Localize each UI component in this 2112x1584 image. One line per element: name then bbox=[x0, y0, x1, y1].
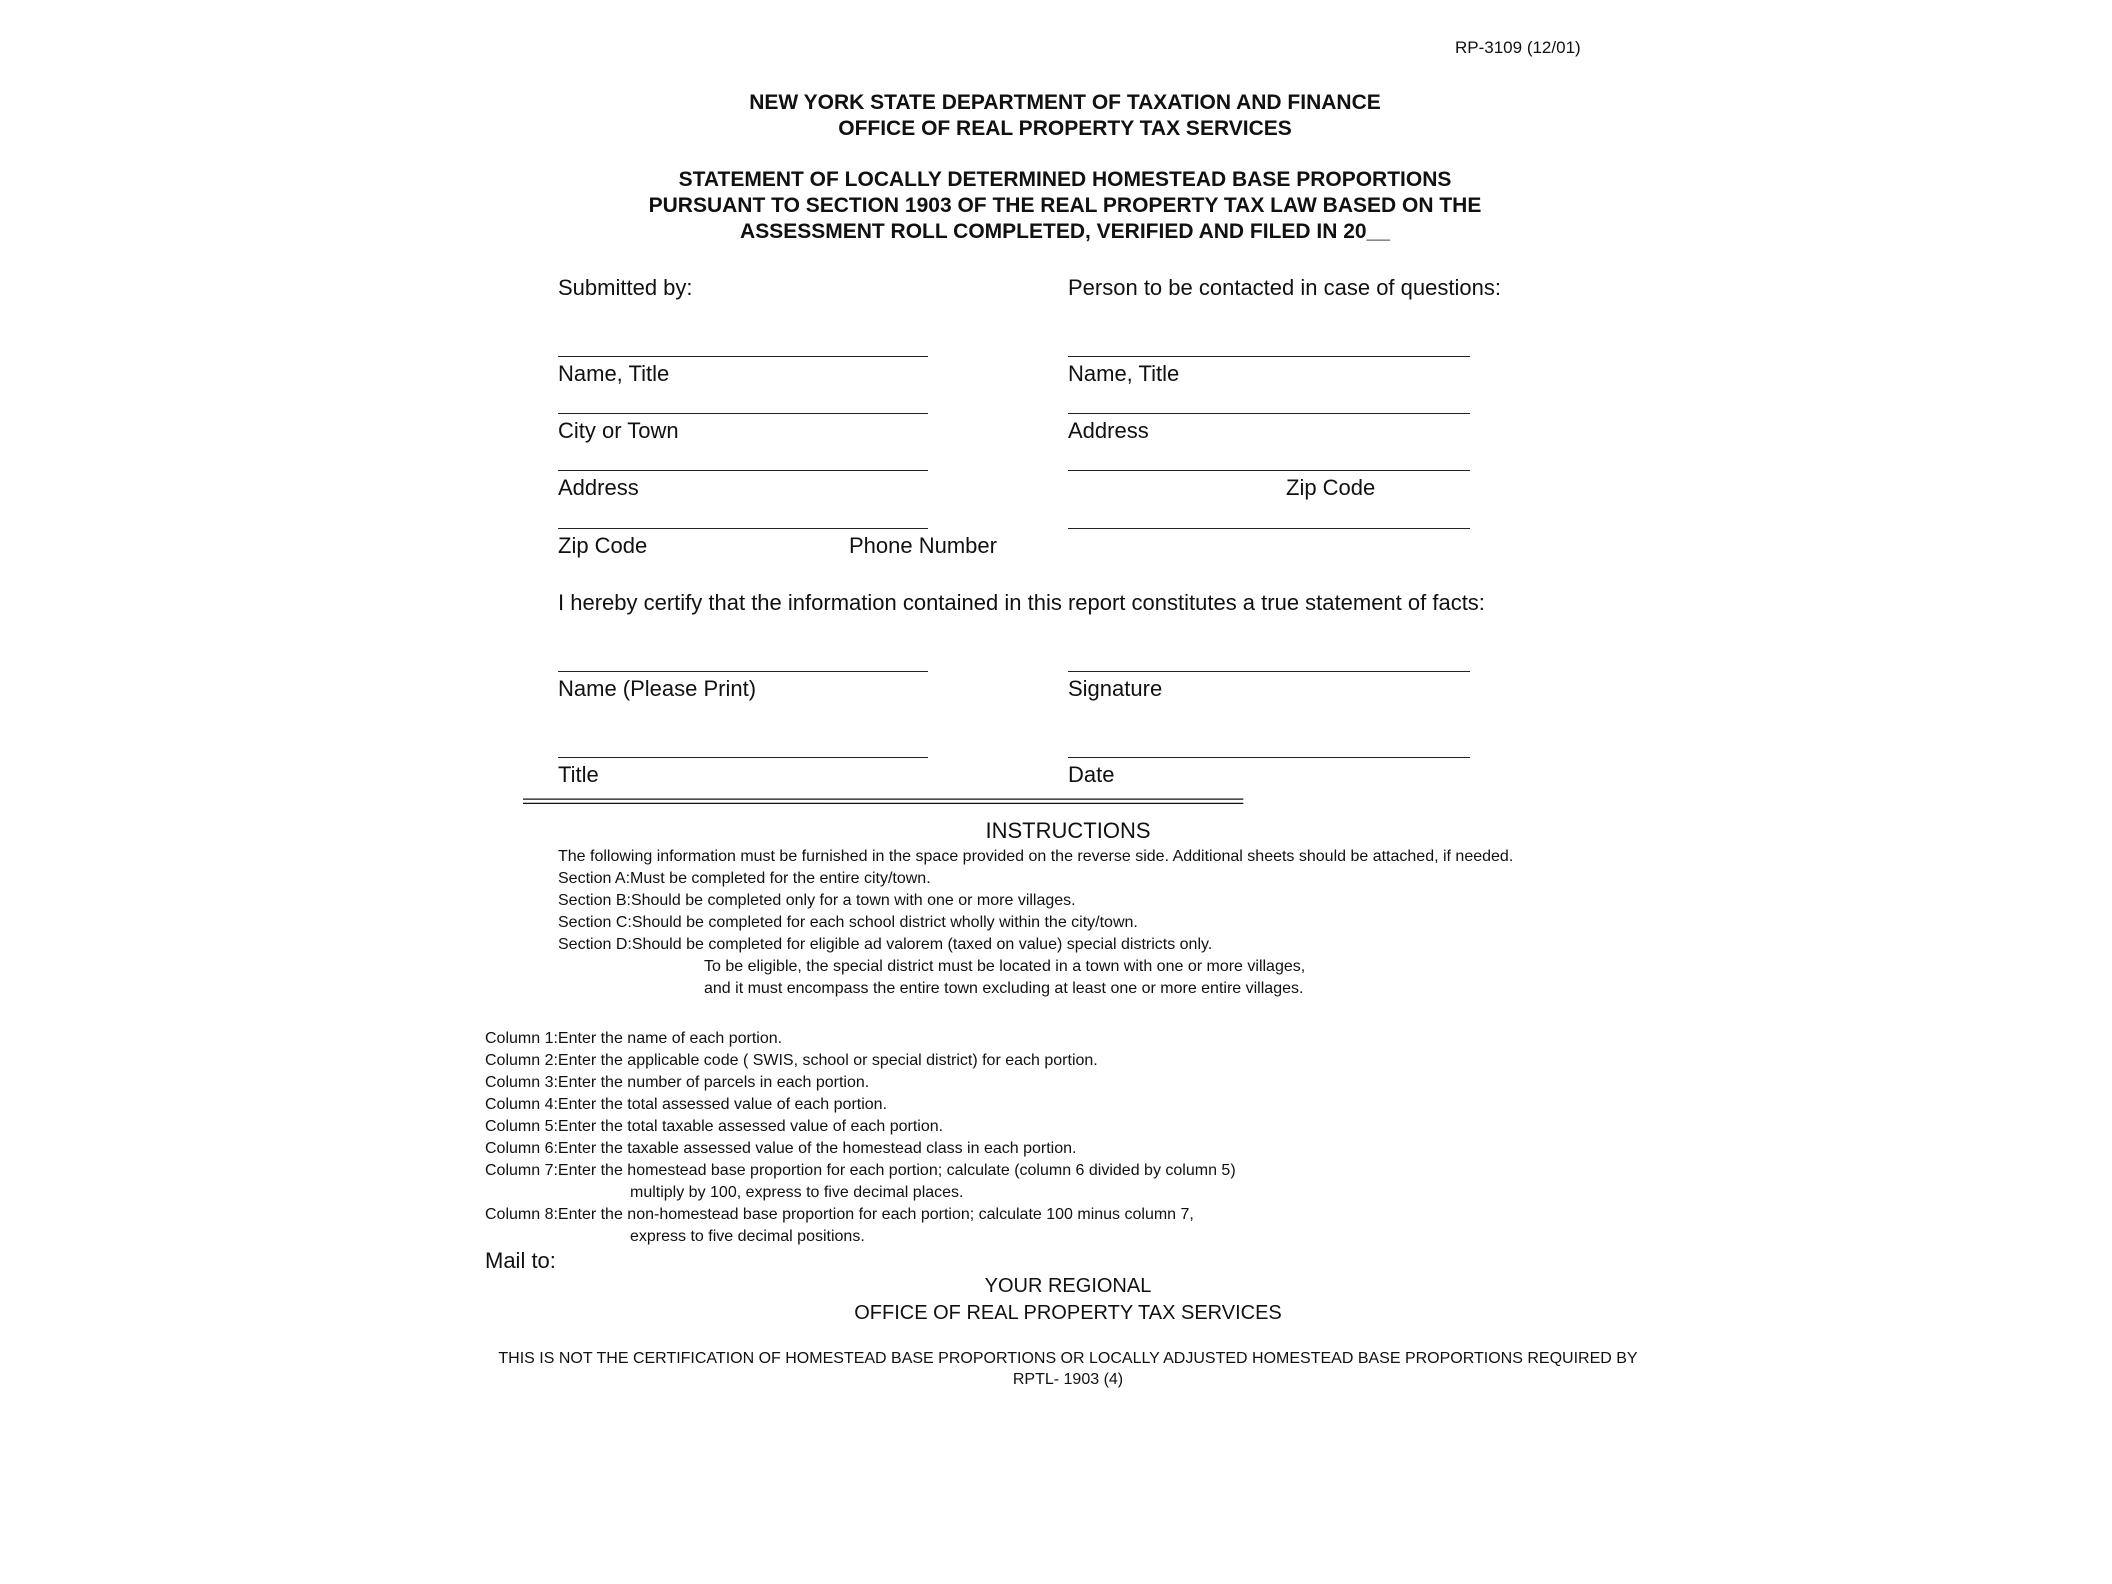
column-instructions bbox=[485, 1028, 1236, 1248]
section-separator: ========================================================================================== bbox=[522, 794, 1243, 813]
submitted-zip-label: Zip Code bbox=[558, 533, 648, 558]
regional-office-line2: OFFICE OF REAL PROPERTY TAX SERVICES bbox=[854, 1302, 1282, 1324]
section-text: Must be completed for the entire city/town. bbox=[630, 870, 931, 887]
column-key: Column 8: bbox=[485, 1206, 558, 1223]
list-item bbox=[558, 934, 1212, 956]
section-key: Section D: bbox=[558, 936, 632, 953]
form-title-line1: STATEMENT OF LOCALLY DETERMINED HOMESTEAD BASE PROPORTIONS bbox=[678, 168, 1452, 191]
regional-office-line1: YOUR REGIONAL bbox=[984, 1275, 1152, 1297]
column-text: Enter the total taxable assessed value of each portion. bbox=[557, 1118, 944, 1135]
submitted-zip-phone-field[interactable] bbox=[558, 528, 928, 529]
agency-name: NEW YORK STATE DEPARTMENT OF TAXATION AND FINANCE bbox=[749, 91, 1381, 114]
column-text: Enter the number of parcels in each portion. bbox=[557, 1074, 870, 1091]
section-key: Section B: bbox=[558, 892, 631, 909]
certify-title-label: Title bbox=[558, 762, 599, 787]
column-key: Column 4: bbox=[485, 1096, 558, 1113]
contact-extra-field[interactable] bbox=[1068, 528, 1470, 529]
column-text: Enter the applicable code ( SWIS, school or special district) for each portion. bbox=[557, 1052, 1098, 1069]
column-key: Column 5: bbox=[485, 1118, 558, 1135]
section-d-continuation-1: To be eligible, the special district must be located in a town with one or more villages, bbox=[704, 958, 1306, 975]
list-item bbox=[485, 1050, 1236, 1072]
certify-name-label: Name (Please Print) bbox=[558, 676, 757, 701]
list-item bbox=[558, 912, 1212, 934]
section-text: Should be completed for each school district wholly within the city/town. bbox=[631, 914, 1138, 931]
certify-date-label: Date bbox=[1068, 762, 1115, 787]
certify-date-field[interactable] bbox=[1068, 757, 1470, 758]
section-text: Should be completed only for a town with one or more villages. bbox=[630, 892, 1076, 909]
column-text: Enter the name of each portion. bbox=[557, 1030, 783, 1047]
submitted-city-field[interactable] bbox=[558, 413, 928, 414]
contact-name-field[interactable] bbox=[1068, 356, 1470, 357]
column-key: Column 7: bbox=[485, 1162, 558, 1179]
footer-disclaimer-line1: THIS IS NOT THE CERTIFICATION OF HOMESTEAD BASE PROPORTIONS OR LOCALLY ADJUSTED HOMESTEAD BASE PROPORTIONS REQUIRED BY bbox=[498, 1350, 1638, 1367]
certify-title-field[interactable] bbox=[558, 757, 928, 758]
submitted-phone-label: Phone Number bbox=[849, 533, 997, 558]
list-item bbox=[485, 1072, 1236, 1094]
list-item bbox=[485, 1094, 1236, 1116]
column-key: Column 1: bbox=[485, 1030, 558, 1047]
contact-address-field[interactable] bbox=[1068, 413, 1470, 414]
instructions-heading: INSTRUCTIONS bbox=[985, 818, 1151, 843]
contact-heading: Person to be contacted in case of questions: bbox=[1068, 275, 1501, 300]
certify-signature-label: Signature bbox=[1068, 676, 1163, 701]
section-key: Section A: bbox=[558, 870, 631, 887]
submitted-address-label: Address bbox=[558, 475, 639, 500]
certify-name-field[interactable] bbox=[558, 671, 928, 672]
section-d-continuation-2: and it must encompass the entire town excluding at least one or more entire villages. bbox=[704, 980, 1304, 997]
column-text: Enter the non-homestead base proportion for each portion; calculate 100 minus column 7, bbox=[557, 1206, 1194, 1223]
form-title-line3: ASSESSMENT ROLL COMPLETED, VERIFIED AND FILED IN 20__ bbox=[740, 220, 1390, 243]
certify-statement: I hereby certify that the information contained in this report constitutes a true statement of facts: bbox=[558, 590, 1485, 615]
instructions-intro: The following information must be furnished in the space provided on the reverse side. Additional sheets should be attached, if needed. bbox=[558, 848, 1514, 865]
contact-name-label: Name, Title bbox=[1068, 361, 1180, 386]
column-8-continuation: express to five decimal positions. bbox=[630, 1228, 865, 1245]
contact-address-label: Address bbox=[1068, 418, 1149, 443]
office-name: OFFICE OF REAL PROPERTY TAX SERVICES bbox=[838, 117, 1292, 140]
submitted-city-label: City or Town bbox=[558, 418, 679, 443]
section-instructions bbox=[558, 868, 1212, 956]
column-key: Column 3: bbox=[485, 1074, 558, 1091]
section-key: Section C: bbox=[558, 914, 632, 931]
list-item bbox=[485, 1160, 1236, 1182]
footer-disclaimer-line2: RPTL- 1903 (4) bbox=[1012, 1371, 1124, 1388]
certify-signature-field[interactable] bbox=[1068, 671, 1470, 672]
form-number: RP-3109 (12/01) bbox=[1455, 38, 1581, 57]
contact-zip-label: Zip Code bbox=[1286, 475, 1376, 500]
list-item bbox=[485, 1138, 1236, 1160]
column-key: Column 2: bbox=[485, 1052, 558, 1069]
column-text: Enter the taxable assessed value of the homestead class in each portion. bbox=[557, 1140, 1077, 1157]
mail-to-label: Mail to: bbox=[485, 1248, 556, 1273]
list-item bbox=[558, 868, 1212, 890]
column-text: Enter the total assessed value of each portion. bbox=[557, 1096, 888, 1113]
list-item bbox=[558, 890, 1212, 912]
column-text: Enter the homestead base proportion for each portion; calculate (column 6 divided by column 5) bbox=[557, 1162, 1236, 1179]
list-item bbox=[485, 1116, 1236, 1138]
submitted-name-label: Name, Title bbox=[558, 361, 670, 386]
form-title-line2: PURSUANT TO SECTION 1903 OF THE REAL PROPERTY TAX LAW BASED ON THE bbox=[648, 194, 1482, 217]
list-item bbox=[485, 1028, 1236, 1050]
column-key: Column 6: bbox=[485, 1140, 558, 1157]
submitted-name-field[interactable] bbox=[558, 356, 928, 357]
submitted-by-heading: Submitted by: bbox=[558, 275, 693, 300]
submitted-address-field[interactable] bbox=[558, 470, 928, 471]
list-item bbox=[485, 1204, 1236, 1226]
section-text: Should be completed for eligible ad valorem (taxed on value) special districts only. bbox=[631, 936, 1213, 953]
contact-address-line2-field[interactable] bbox=[1068, 470, 1470, 471]
column-7-continuation: multiply by 100, express to five decimal places. bbox=[630, 1184, 964, 1201]
